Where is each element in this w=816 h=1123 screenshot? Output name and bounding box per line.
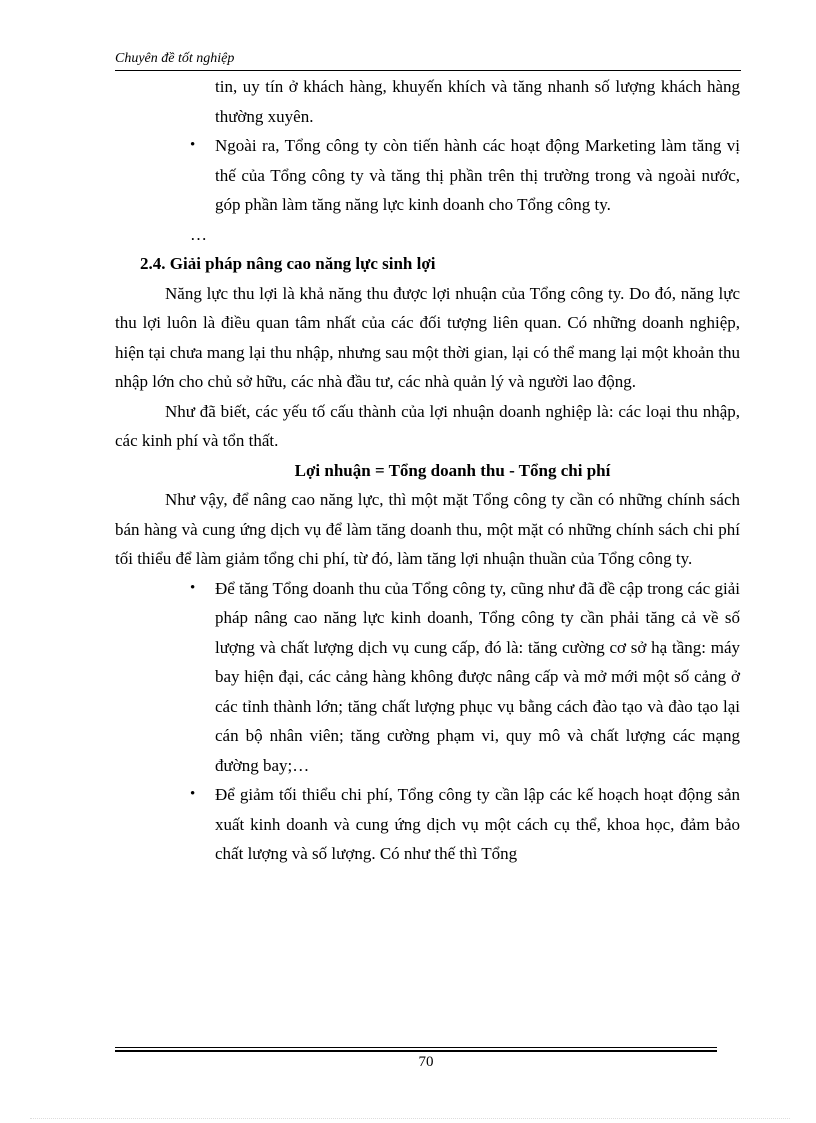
profit-formula: Lợi nhuận = Tổng doanh thu - Tổng chi phí	[294, 460, 611, 480]
page-bottom-edge	[30, 1118, 790, 1119]
bullet-icon: •	[190, 137, 196, 153]
bullet-icon: •	[190, 786, 196, 802]
header-title: Chuyên đề tốt nghiệp	[115, 51, 235, 66]
bullet-continuation: tin, uy tín ở khách hàng, khuyến khích và tăng nhanh số lượng khách hàng thường xuyên.	[215, 77, 740, 126]
bullet-text: Để tăng Tổng doanh thu của Tổng công ty, cũng như đã đề cập trong các giải pháp nâng cao năng lực kinh doanh, Tổng công ty cần phải tăng cả về số lượng và chất lượng dịch vụ cung cấp, đó là: tăng cường cơ sở hạ tầng: máy bay hiện đại, các cảng hàng không được nâng cấp và mở mới một số cảng ở các tỉnh thành lớn; tăng chất lượng phục vụ bằng cách đào tạo và đào tạo lại cán bộ nhân viên; tăng cường phạm vi, quy mô và chất lượng các mạng đường bay;…	[215, 578, 740, 775]
paragraph: Như vậy, để nâng cao năng lực, thì một mặt Tổng công ty cần có những chính sách bán hàng và cung ứng dịch vụ để làm tăng doanh thu, một mặt có những chính sách chi phí tối thiểu để làm giảm tổng chi phí, từ đó, làm tăng lợi nhuận thuần của Tổng công ty.	[115, 490, 740, 568]
paragraph: Năng lực thu lợi là khả năng thu được lợi nhuận của Tổng công ty. Do đó, năng lực thu lợi luôn là điều quan tâm nhất của các đối tượng liên quan. Có những doanh nghiệp, hiện tại chưa mang lại thu nhập, nhưng sau một thời gian, lại có thể mang lại một khoản thu nhập lớn cho chủ sở hữu, các nhà đầu tư, các nhà quản lý và người lao động.	[115, 283, 740, 391]
ellipsis: …	[190, 224, 207, 244]
bullet-item-revenue	[115, 574, 740, 781]
bullet-icon: •	[190, 579, 196, 596]
paragraph: Như đã biết, các yếu tố cấu thành của lợi nhuận doanh nghiệp là: các loại thu nhập, các kinh phí và tổn thất.	[115, 401, 740, 450]
page-header	[115, 48, 741, 71]
footer-divider	[115, 1047, 717, 1048]
page-content	[115, 72, 740, 869]
page-number: 70	[418, 1054, 434, 1070]
bullet-text: Để giảm tối thiểu chi phí, Tổng công ty cần lập các kế hoạch hoạt động sản xuất kinh doanh và cung ứng dịch vụ một cách cụ thể, khoa học, đảm bảo chất lượng và số lượng. Có như thế thì Tổng	[215, 785, 740, 863]
bullet-item-cost	[115, 780, 740, 869]
section-heading: 2.4. Giải pháp nâng cao năng lực sinh lợi	[140, 254, 436, 273]
bullet-item-marketing	[115, 131, 740, 220]
bullet-text: Ngoài ra, Tổng công ty còn tiến hành các hoạt động Marketing làm tăng vị thế của Tổng công ty và tăng thị phần trên thị trường trong và ngoài nước, góp phần làm tăng năng lực kinh doanh cho Tổng công ty.	[215, 136, 740, 214]
